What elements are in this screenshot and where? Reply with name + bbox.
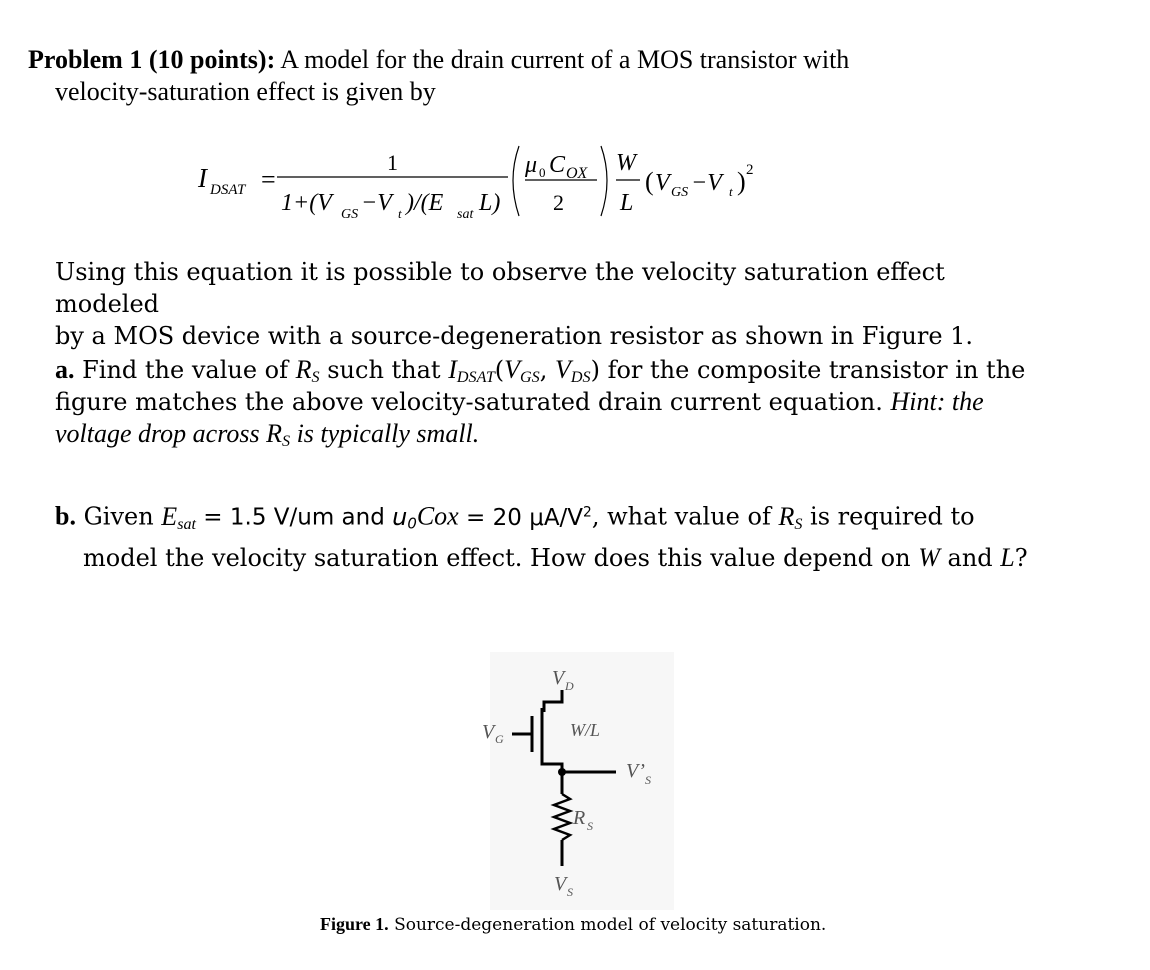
part-a-text1: Find the value of (74, 356, 296, 384)
eq-equals: = (261, 165, 276, 194)
caption-label: Figure 1. (320, 914, 389, 934)
part-a-vds: $V_{DS}$ (555, 355, 591, 387)
part-b (55, 492, 1105, 578)
eq-minus-vt-2: −V (691, 170, 722, 196)
problem-statement (28, 44, 1028, 108)
part-b-question-mark: ? (1014, 543, 1028, 572)
part-a-vgs: $V_{GS}$ (504, 355, 540, 387)
part-b-u0: $u_0$ (392, 502, 417, 533)
part-b-w: W (918, 542, 940, 572)
fig-vs-prime: V’ (626, 760, 645, 782)
fig-vs: V (554, 873, 567, 895)
part-b-label: b. (55, 501, 76, 531)
eq-lhs-sub: DSAT (210, 182, 246, 198)
explanation-line2: by a MOS device with a source-degeneration resistor as shown in Figure 1. (55, 322, 974, 350)
fig-vd: V (552, 667, 565, 689)
eq-ox-sub: OX (566, 165, 588, 182)
eq-frac1-num: 1 (387, 150, 398, 175)
fig-vg-sub: G (495, 732, 504, 746)
part-a-line1 (55, 354, 1055, 386)
eq-lhs: I (198, 163, 207, 193)
part-b-rs: $R_S$ (778, 501, 803, 533)
part-a-comma: , (539, 356, 556, 384)
part-a-hint3: is typically small. (290, 419, 480, 448)
part-a-idsat: $I_{DSAT}$ (448, 355, 495, 387)
part-a-text2: such that (319, 356, 449, 384)
part-a-line2-text: figure matches the above velocity-saturated drain current equation. (55, 388, 891, 416)
eq-t-sub-2: t (729, 184, 733, 199)
mosfet-symbol (512, 690, 616, 866)
caption-text: Source-degeneration model of velocity saturation. (388, 915, 827, 935)
fig-vg: V (482, 721, 495, 743)
eq-sat-sub: sat (457, 207, 474, 222)
part-a-hint-rs-sub: S (282, 433, 291, 451)
part-a-label: a. (55, 355, 75, 384)
part-b-text2: = 1.5 V/um and (196, 504, 393, 531)
figure-caption (320, 914, 826, 935)
problem-intro-line2: velocity-saturation effect is given by (55, 77, 436, 106)
fig-vd-sub: D (565, 679, 574, 693)
part-b-line1 (55, 492, 1105, 538)
fig-vs-sub: S (567, 885, 573, 899)
eq-minus-vt: −V (361, 190, 392, 216)
drain-current-equation (195, 140, 795, 220)
eq-two: 2 (553, 190, 564, 215)
eq-mu-sub: 0 (539, 165, 546, 180)
eq-close-div: )/(E (406, 190, 444, 216)
part-a-text4: ) for the composite transistor in the (590, 356, 1026, 384)
fig-vs-prime-sub: S (645, 773, 651, 787)
node-dot (558, 768, 566, 776)
fig-wl: W/L (570, 720, 601, 740)
part-b-cox: Cox (416, 501, 459, 531)
part-b-and: and (939, 543, 1001, 572)
problem-heading: Problem 1 (10 points): (28, 45, 276, 74)
part-a (55, 354, 1055, 450)
explanation-line1: Using this equation it is possible to observe the velocity saturation effect modeled (55, 258, 945, 318)
circuit-figure (482, 652, 674, 910)
part-a-hint-rs: R (266, 419, 283, 448)
eq-paren-open: ( (645, 167, 654, 196)
part-a-paren: ( (494, 356, 505, 384)
part-b-l: L (1000, 542, 1015, 572)
eq-gs-sub-2: GS (671, 185, 689, 200)
problem-intro-line1: A model for the drain current of a MOS transistor with (275, 45, 850, 74)
eq-square: 2 (746, 162, 754, 178)
part-a-line2 (55, 386, 1055, 418)
part-b-text4: , what value of (591, 502, 779, 531)
explanation-paragraph (55, 256, 1055, 352)
eq-frac1-den: 1+(V (281, 190, 332, 216)
eq-big-paren-right (601, 146, 607, 216)
eq-gs-sub: GS (341, 207, 359, 222)
part-b-esat: $E_{sat}$ (161, 501, 196, 533)
part-b-text5: is required to (802, 502, 975, 531)
eq-v1: V (655, 170, 670, 196)
eq-close-l: L) (479, 190, 501, 216)
eq-cox: C (549, 152, 566, 178)
eq-mu: μ (525, 152, 538, 178)
eq-l: L (620, 190, 634, 216)
fig-rs-sub: S (587, 819, 593, 833)
part-a-hint: Hint: the (890, 387, 984, 416)
part-b-line2 (55, 538, 1105, 578)
part-b-line2-text: model the velocity saturation effect. How does this value depend on (83, 543, 919, 572)
eq-paren-close: ) (737, 167, 746, 196)
fig-rs: R (573, 807, 586, 829)
part-b-text1: Given (75, 502, 162, 531)
part-a-line3 (55, 418, 1055, 450)
part-a-rs: $R_S$ (295, 355, 320, 387)
eq-t-sub: t (398, 206, 402, 221)
eq-w: W (616, 150, 636, 176)
eq-big-paren-left (513, 146, 519, 216)
part-b-text3: = 20 $\mu A/V^2$ (458, 504, 592, 531)
part-a-hint2: voltage drop across (55, 419, 267, 448)
